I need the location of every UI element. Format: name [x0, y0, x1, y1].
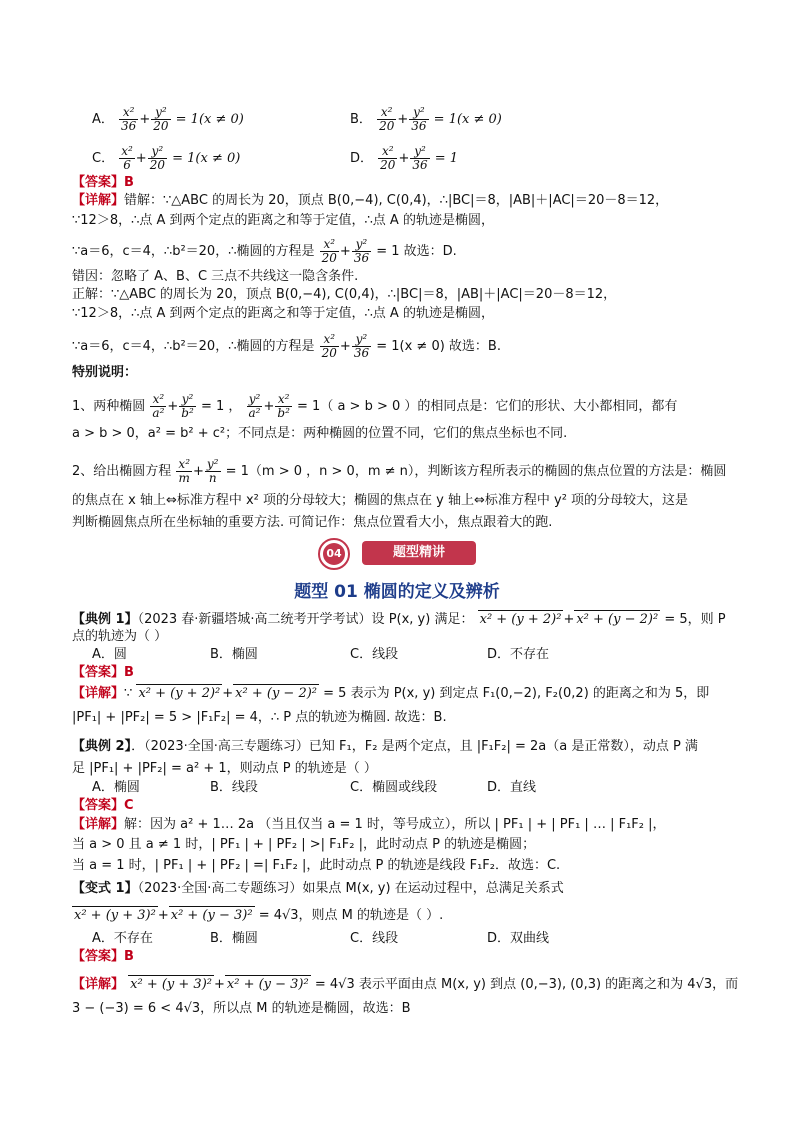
example-2-line: 足 |PF₁| + |PF₂| = a² + 1，则动点 P 的轨迹是（ ） — [72, 761, 377, 776]
option-b: B．椭圆 — [210, 647, 258, 662]
option-label: A． — [92, 112, 114, 127]
fraction: $\frac{\text{y²}}{\text{a²}}$ — [248, 392, 261, 420]
special-line: 判断椭圆焦点所在坐标轴的重要方法. 可简记作：焦点位置看大小，焦点跟着大的跑. — [72, 515, 553, 530]
fraction: $\frac{\text{y²}}{20}$ — [149, 144, 165, 172]
detail-line: |PF₁| + |PF₂| = 5 > |F₁F₂| = 4，∴ P 点的轨迹为椭圆. 故选：B. — [72, 710, 447, 725]
section-banner-label: 题型精讲 — [362, 541, 476, 565]
equation-tail: = 1(x ≠ 0) — [172, 151, 241, 166]
detail-line: ∵12＞8，∴点 A 到两个定点的距离之和等于定值，∴点 A 的轨迹是椭圆， — [72, 213, 494, 228]
option-c: C． $\frac{\text{x²}}{6}$ + $\frac{\text{y²}}{20}$ = 1(x ≠ 0) — [92, 144, 241, 172]
option-a: A． $\frac{\text{x²}}{36}$ + $\frac{\text{y²}}{20}$ = 1(x ≠ 0) — [92, 105, 244, 133]
fraction: $\frac{\text{y²}}{36}$ — [412, 144, 428, 172]
detail-line: ∵a＝6，c＝4，∴b²＝20，∴椭圆的方程是 $\frac{\text{x²}}{20}$ + $\frac{\text{y²}}{36}$ = 1 故选：D. — [72, 237, 457, 265]
section-number: 04 — [323, 543, 345, 565]
fraction: $\frac{\text{x²}}{20}$ — [321, 237, 337, 265]
option-b: B．线段 — [210, 780, 258, 795]
example-1-line: 点的轨迹为（ ） — [72, 629, 168, 644]
detail-line: 当 a = 1 时，| PF₁ | + | PF₂ | =| F₁F₂ |，此时动点 P 的轨迹是线段 F₁F₂．故选：C. — [72, 858, 561, 873]
option-label: D． — [350, 151, 374, 166]
special-line: a > b > 0，a² = b² + c²；不同点是：两种椭圆的位置不同，它们的焦点坐标也不同. — [72, 426, 568, 441]
option-d: D．双曲线 — [487, 931, 550, 946]
fraction: $\frac{\text{y²}}{\text{b²}}$ — [181, 392, 194, 420]
example-1-line: 【典例 1】（2023 春·新疆塔城·高二统考开学考试）设 P(x, y) 满足： x² + (y + 2)² + x² + (y − 2)² = 5，则 P — [72, 612, 726, 627]
fraction: $\frac{\text{y²}}{n}$ — [206, 457, 219, 485]
fraction: $\frac{\text{x²}}{36}$ — [121, 105, 137, 133]
fraction: $\frac{\text{y²}}{36}$ — [353, 332, 370, 360]
fraction: $\frac{\text{x²}}{20}$ — [380, 144, 396, 172]
sqrt-term: x² + (y + 2)² — [479, 612, 562, 627]
detail-line: 正解：∵△ABC 的周长为 20，顶点 B(0,−4), C(0,4)，∴|BC|＝8，|AB|＋|AC|＝20－8＝12， — [72, 287, 617, 302]
fraction: $\frac{\text{y²}}{20}$ — [153, 105, 169, 133]
sqrt-term: x² + (y − 3)² — [226, 977, 309, 992]
equation-tail: = 1(x ≠ 0) — [175, 112, 244, 127]
fraction: $\frac{\text{y²}}{36}$ — [353, 237, 370, 265]
detail-line: 【详解】 x² + (y + 3)² + x² + (y − 3)² = 4√3 表示平面由点 M(x, y) 到点 (0,−3), (0,3) 的距离之和为 4√3，而 — [72, 977, 739, 992]
section-banner — [318, 538, 476, 568]
fraction: $\frac{\text{x²}}{\text{a²}}$ — [152, 392, 165, 420]
special-line: 的焦点在 x 轴上⇔标准方程中 x² 项的分母较大；椭圆的焦点在 y 轴上⇔标准方程中 y² 项的分母较大，这是 — [72, 493, 689, 508]
option-label: C． — [92, 151, 115, 166]
equation-tail: = 1(x ≠ 0) — [433, 112, 502, 127]
variant-1-line: x² + (y + 3)² + x² + (y − 3)² = 4√3，则点 M 的轨迹是（ ）. — [74, 908, 444, 923]
option-c: C．椭圆或线段 — [350, 780, 438, 795]
detail-line: ∵a＝6，c＝4，∴b²＝20，∴椭圆的方程是 $\frac{\text{x²}}{20}$ + $\frac{\text{y²}}{36}$ = 1(x ≠ 0) 故选：B. — [72, 332, 501, 360]
option-d: D． $\frac{\text{x²}}{20}$ + $\frac{\text{y²}}{36}$ = 1 — [350, 144, 459, 172]
fraction: $\frac{\text{x²}}{m}$ — [178, 457, 190, 485]
section-title: 题型 01 椭圆的定义及辨析 — [294, 582, 500, 602]
section-number-badge — [318, 538, 350, 570]
answer-line: 【答案】B — [72, 949, 134, 964]
option-a: A．圆 — [92, 647, 127, 662]
fraction: $\frac{\text{x²}}{20}$ — [321, 332, 337, 360]
detail-line: ∵12＞8，∴点 A 到两个定点的距离之和等于定值，∴点 A 的轨迹是椭圆， — [72, 306, 494, 321]
fraction: $\frac{\text{y²}}{36}$ — [411, 105, 427, 133]
sqrt-term: x² + (y + 3)² — [74, 908, 156, 923]
detail-line: 当 a > 0 且 a ≠ 1 时，| PF₁ | + | PF₂ | >| F₁F₂ |，此时动点 P 的轨迹是椭圆； — [72, 837, 536, 852]
detail-line: 3 − (−3) = 6 < 4√3，所以点 M 的轨迹是椭圆，故选：B — [72, 1001, 411, 1016]
option-b: B．椭圆 — [210, 931, 258, 946]
answer-line: 【答案】B — [72, 665, 134, 680]
option-a: A．不存在 — [92, 931, 153, 946]
special-line: 2、给出椭圆方程 $\frac{\text{x²}}{m}$ + $\frac{\text{y²}}{n}$ = 1（m > 0 ，n > 0，m ≠ n），判断该方程所表示的椭圆的焦点位置的方法是：椭圆 — [72, 457, 727, 485]
sqrt-term: x² + (y + 3)² — [130, 977, 212, 992]
answer-line: 【答案】B — [72, 175, 134, 190]
fraction: $\frac{\text{x²}}{20}$ — [379, 105, 395, 133]
sqrt-term: x² + (y + 2)² — [138, 686, 221, 701]
detail-line: 错因：忽略了 A、B、C 三点不共线这一隐含条件. — [72, 269, 359, 284]
sqrt-term: x² + (y − 2)² — [235, 686, 317, 701]
option-d: D．直线 — [487, 780, 537, 795]
option-a: A．椭圆 — [92, 780, 140, 795]
option-b: B． $\frac{\text{x²}}{20}$ + $\frac{\text{y²}}{36}$ = 1(x ≠ 0) — [350, 105, 502, 133]
fraction: $\frac{\text{x²}}{\text{b²}}$ — [277, 392, 290, 420]
special-title: 特别说明： — [72, 365, 138, 380]
special-line: 1、两种椭圆 $\frac{\text{x²}}{\text{a²}}$ + $\frac{\text{y²}}{\text{b²}}$ = 1 ， $\frac{\text{y²}}{\text{a²}}$ + $\frac{\text{x²}}{\text{b²}}$ = 1（ a > b > 0 ）的相同点是：它们的形状、大小都相同，都有 — [72, 392, 678, 420]
option-c: C．线段 — [350, 931, 399, 946]
sqrt-term: x² + (y − 3)² — [170, 908, 253, 923]
detail-line: 【详解】解：因为 a² + 1… 2a （当且仅当 a = 1 时，等号成立），所以 | PF₁ | + | PF₁ | … | F₁F₂ |， — [72, 817, 666, 832]
sqrt-term: x² + (y − 2)² — [576, 612, 659, 627]
option-c: C．线段 — [350, 647, 399, 662]
fraction: $\frac{\text{x²}}{6}$ — [121, 144, 133, 172]
example-2-line: 【典例 2】．（2023·全国·高三专题练习）已知 F₁，F₂ 是两个定点，且 |F₁F₂| = 2a（a 是正常数），动点 P 满 — [72, 739, 698, 754]
detail-line: 【详解】错解：∵△ABC 的周长为 20，顶点 B(0,−4), C(0,4)，∴|BC|＝8，|AB|＋|AC|＝20－8＝12， — [72, 193, 669, 208]
answer-line: 【答案】C — [72, 798, 134, 813]
option-d: D．不存在 — [487, 647, 550, 662]
variant-1-line: 【变式 1】（2023·全国·高二专题练习）如果点 M(x, y) 在运动过程中，总满足关系式 — [72, 881, 564, 896]
equation-tail: = 1 — [434, 151, 459, 166]
option-label: B． — [350, 112, 372, 127]
detail-line: 【详解】∵ x² + (y + 2)² + x² + (y − 2)² = 5 表示为 P(x, y) 到定点 F₁(0,−2), F₂(0,2) 的距离之和为 5，即 — [72, 686, 710, 701]
